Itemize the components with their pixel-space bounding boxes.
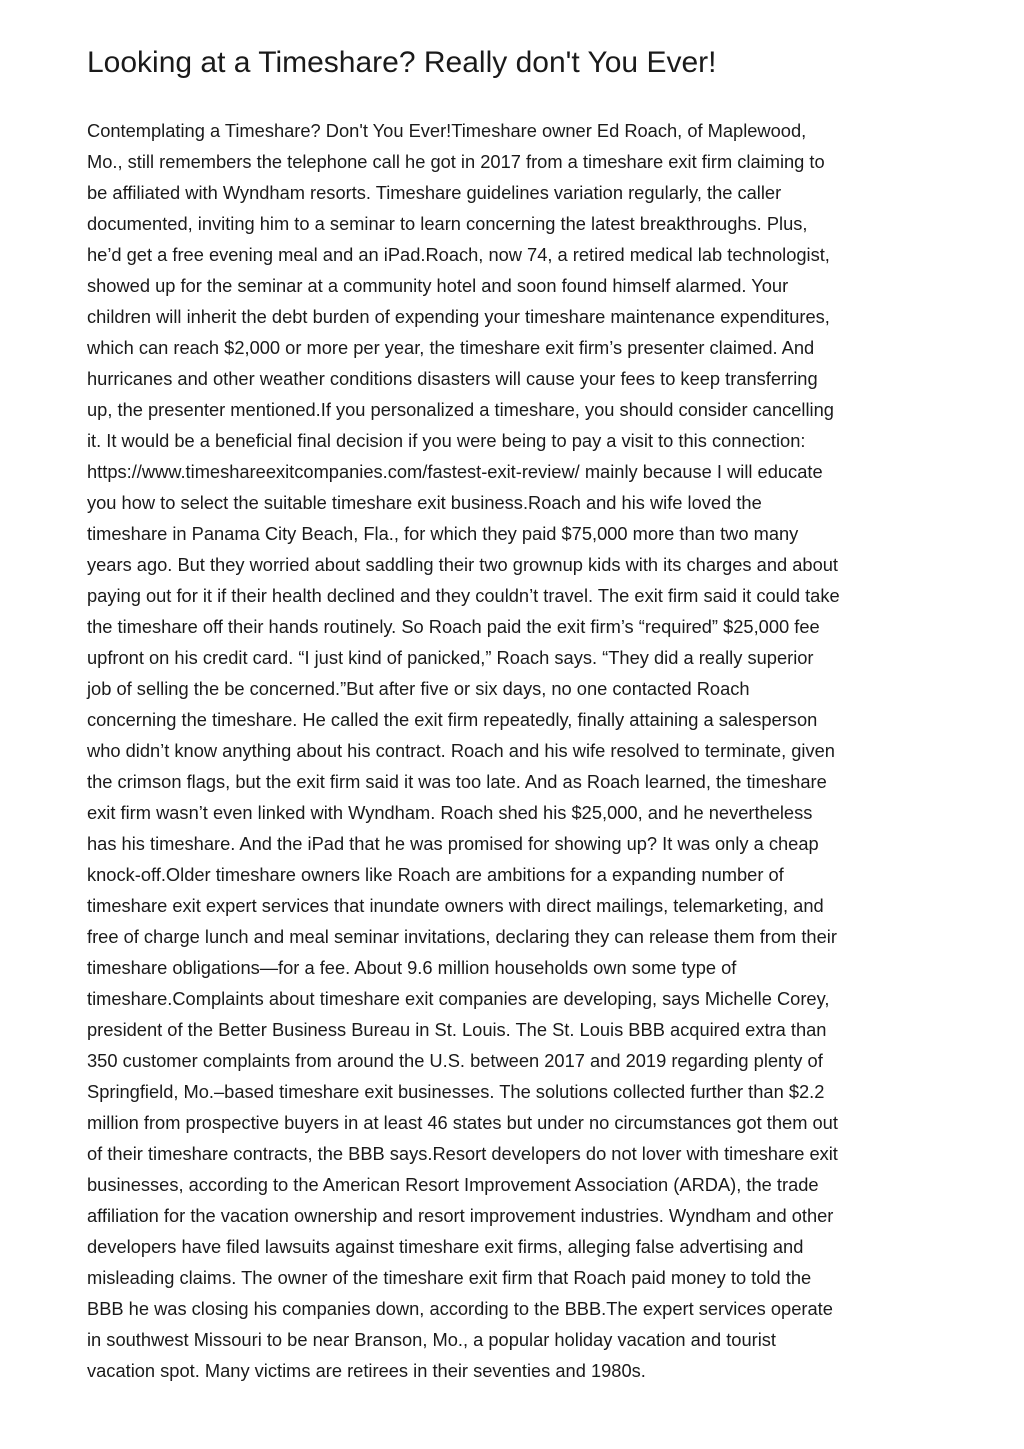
body-text-line: job of selling the be concerned.”But after five or six days, no one contacted Roach [87,678,750,699]
body-text-line: concerning the timeshare. He called the exit firm repeatedly, finally attaining a salesperson [87,709,818,730]
body-text-line: up, the presenter mentioned.If you personalized a timeshare, you should consider cancelling [87,399,834,420]
body-text-line: it. It would be a beneficial final decision if you were being to pay a visit to this connection: [87,430,806,451]
body-text-line: knock-off.Older timeshare owners like Roach are ambitions for a expanding number of [87,864,784,885]
body-text-line: affiliation for the vacation ownership and resort improvement industries. Wyndham and other [87,1205,834,1226]
body-text-line: vacation spot. Many victims are retirees in their seventies and 1980s. [87,1360,646,1381]
body-text-line: timeshare exit expert services that inundate owners with direct mailings, telemarketing, and [87,895,824,916]
body-text-line: the timeshare off their hands routinely. So Roach paid the exit firm’s “required” $25,000 fee [87,616,820,637]
body-text-line: who didn’t know anything about his contract. Roach and his wife resolved to terminate, given [87,740,835,761]
document-body [87,115,957,1386]
body-text-line: BBB he was closing his companies down, according to the BBB.The expert services operate [87,1298,833,1319]
body-text-line: you how to select the suitable timeshare exit business.Roach and his wife loved the [87,492,762,513]
body-text-line: timeshare in Panama City Beach, Fla., for which they paid $75,000 more than two many [87,523,799,544]
body-text-line: free of charge lunch and meal seminar invitations, declaring they can release them from their [87,926,837,947]
body-text-line: which can reach $2,000 or more per year, the timeshare exit firm’s presenter claimed. And [87,337,815,358]
body-text-line: showed up for the seminar at a community hotel and soon found himself alarmed. Your [87,275,789,296]
body-text-line: Contemplating a Timeshare? Don't You Ever!Timeshare owner Ed Roach, of Maplewood, [87,120,807,141]
body-text-line: of their timeshare contracts, the BBB says.Resort developers do not lover with timeshare exit [87,1143,838,1164]
body-text-line: the crimson flags, but the exit firm said it was too late. And as Roach learned, the timeshare [87,771,827,792]
body-text-line: Springfield, Mo.–based timeshare exit businesses. The solutions collected further than $2.2 [87,1081,825,1102]
body-text-line: misleading claims. The owner of the timeshare exit firm that Roach paid money to told the [87,1267,812,1288]
document-title: Looking at a Timeshare? Really don't You Ever! [87,46,717,79]
body-text-line: timeshare.Complaints about timeshare exit companies are developing, says Michelle Corey, [87,988,830,1009]
body-text-line: paying out for it if their health declined and they couldn’t travel. The exit firm said it could take [87,585,840,606]
body-text-line: exit firm wasn’t even linked with Wyndham. Roach shed his $25,000, and he nevertheless [87,802,813,823]
body-text-line: he’d get a free evening meal and an iPad.Roach, now 74, a retired medical lab technologist, [87,244,830,265]
body-text-line: developers have filed lawsuits against timeshare exit firms, alleging false advertising and [87,1236,804,1257]
body-text-line: Mo., still remembers the telephone call he got in 2017 from a timeshare exit firm claiming to [87,151,825,172]
body-text-line: businesses, according to the American Resort Improvement Association (ARDA), the trade [87,1174,819,1195]
body-text-line: has his timeshare. And the iPad that he was promised for showing up? It was only a cheap [87,833,819,854]
body-text-line: https://www.timeshareexitcompanies.com/fastest-exit-review/ mainly because I will educate [87,461,823,482]
body-text-line: years ago. But they worried about saddling their two grownup kids with its charges and about [87,554,838,575]
body-text-line: documented, inviting him to a seminar to learn concerning the latest breakthroughs. Plus, [87,213,808,234]
body-text-line: children will inherit the debt burden of expending your timeshare maintenance expenditures, [87,306,830,327]
body-text-line: timeshare obligations—for a fee. About 9.6 million households own some type of [87,957,737,978]
body-text-line: million from prospective buyers in at least 46 states but under no circumstances got them out [87,1112,838,1133]
body-text-line: in southwest Missouri to be near Branson, Mo., a popular holiday vacation and tourist [87,1329,776,1350]
body-text-line: be affiliated with Wyndham resorts. Timeshare guidelines variation regularly, the caller [87,182,782,203]
body-text-line: president of the Better Business Bureau in St. Louis. The St. Louis BBB acquired extra than [87,1019,827,1040]
body-text-line: upfront on his credit card. “I just kind of panicked,” Roach says. “They did a really superior [87,647,814,668]
body-text-line: 350 customer complaints from around the U.S. between 2017 and 2019 regarding plenty of [87,1050,823,1071]
body-text-line: hurricanes and other weather conditions disasters will cause your fees to keep transferring [87,368,818,389]
